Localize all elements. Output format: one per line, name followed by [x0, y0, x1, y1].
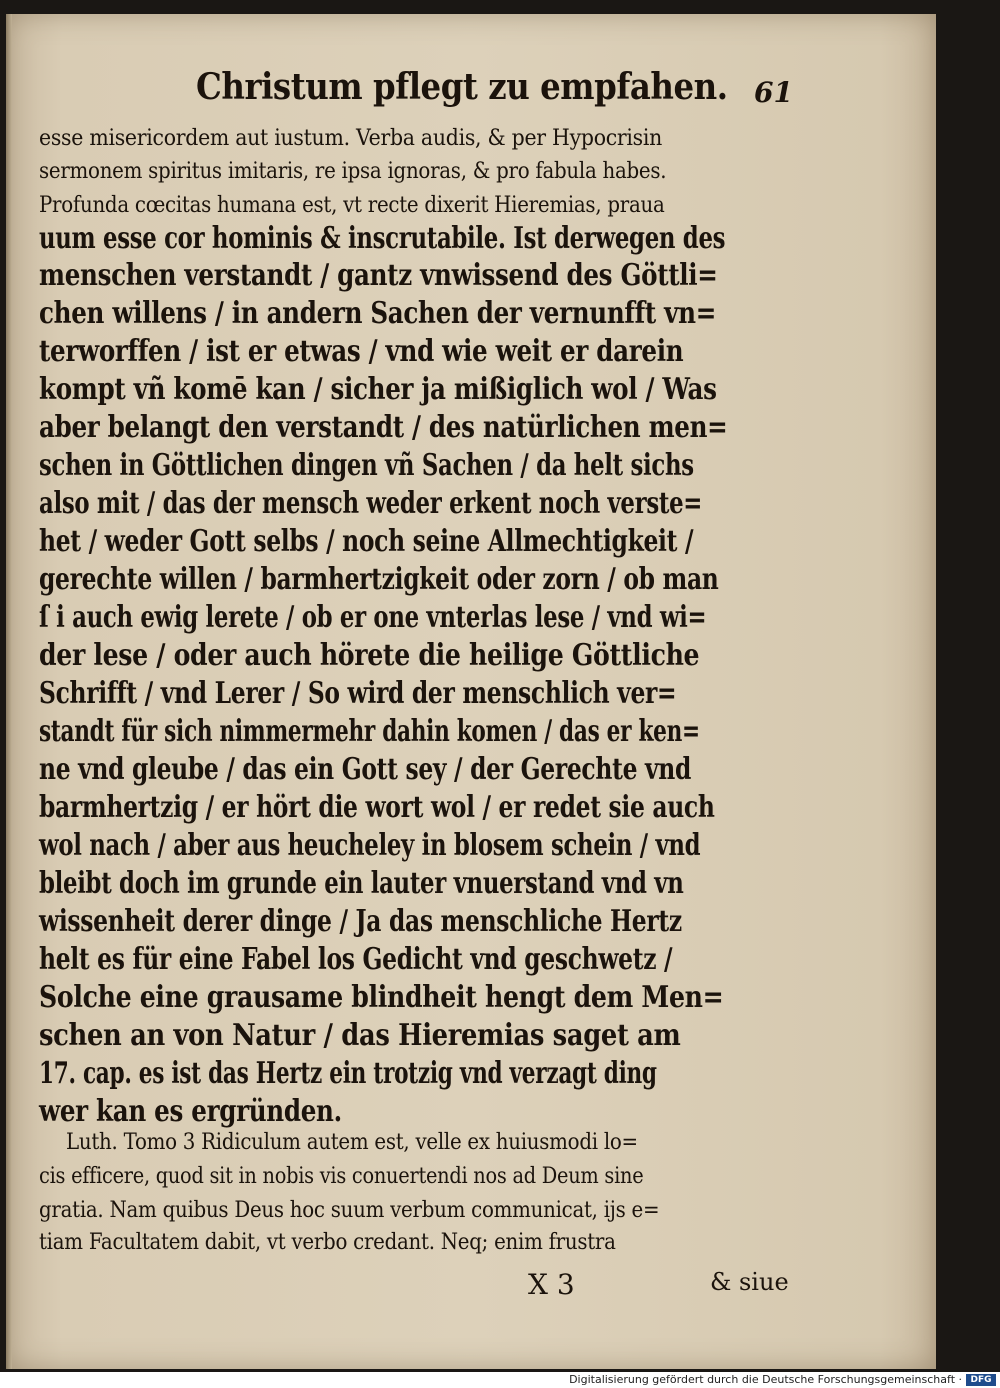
text-line: tiam Facultatem dabit, vt verbo credant. Neq; enim frustra — [39, 1230, 616, 1255]
running-head: Christum pflegt zu empfahen. — [196, 66, 728, 108]
text-line: chen willens / in andern Sachen der vernunfft vn= — [39, 296, 716, 331]
text-line: cis efficere, quod sit in nobis vis conuertendi nos ad Deum sine — [39, 1164, 644, 1189]
text-line: sermonem spiritus imitaris, re ipsa ignoras, & pro fabula habes. — [39, 159, 667, 184]
catchword: & siue — [710, 1268, 789, 1296]
text-line: wer kan es ergründen. — [39, 1094, 342, 1129]
text-line: gerechte willen / barmhertzigkeit oder zorn / ob man — [39, 562, 719, 597]
text-line: helt es für eine Fabel los Gedicht vnd geschwetz / — [39, 942, 673, 977]
dfg-logo-icon: DFG — [966, 1374, 996, 1386]
funding-credit: Digitalisierung gefördert durch die Deutsche Forschungsgemeinschaft · — [569, 1373, 962, 1386]
text-line: gratia. Nam quibus Deus hoc suum verbum communicat, ijs e= — [39, 1198, 660, 1223]
footer-bar — [0, 1372, 1000, 1388]
text-line: Schrifft / vnd Lerer / So wird der menschlich ver= — [39, 676, 677, 711]
signature-mark: X 3 — [528, 1268, 575, 1301]
page-number: 61 — [754, 76, 793, 109]
text-line: 17. cap. es ist das Hertz ein trotzig vnd verzagt ding — [39, 1056, 657, 1091]
text-line: ſ i auch ewig lerete / ob er one vnterlas lese / vnd wi= — [39, 600, 707, 635]
text-line: bleibt doch im grunde ein lauter vnuerstand vnd vn — [39, 866, 684, 901]
text-line: esse misericordem aut iustum. Verba audis, & per Hypocrisin — [39, 126, 663, 151]
text-line: der lese / oder auch hörete die heilige Göttliche — [39, 638, 700, 673]
text-line: terworffen / ist er etwas / vnd wie weit er darein — [39, 334, 684, 369]
text-line: schen in Göttlichen dingen vñ Sachen / da helt sichs — [39, 448, 694, 483]
text-line: ne vnd gleube / das ein Gott sey / der Gerechte vnd — [39, 752, 692, 787]
text-line: barmhertzig / er hört die wort wol / er redet sie auch — [39, 790, 715, 825]
text-line: wol nach / aber aus heucheley in blosem schein / vnd — [39, 828, 701, 863]
text-line: standt für sich nimmermehr dahin komen / das er ken= — [39, 714, 700, 749]
text-line: aber belangt den verstandt / des natürlichen men= — [39, 410, 728, 445]
text-line: also mit / das der mensch weder erkent noch verste= — [39, 486, 703, 521]
text-line: schen an von Natur / das Hieremias saget am — [39, 1018, 681, 1053]
text-line: kompt vñ komē kan / sicher ja mißiglich wol / Was — [39, 372, 717, 407]
text-line: wissenheit derer dinge / Ja das menschliche Hertz — [39, 904, 682, 939]
text-line: Solche eine grausame blindheit hengt dem Men= — [39, 980, 724, 1015]
text-line: menschen verstandt / gantz vnwissend des Göttli= — [39, 258, 718, 293]
text-line: Profunda cœcitas humana est, vt recte dixerit Hieremias, praua — [39, 193, 665, 218]
book-page — [6, 14, 936, 1369]
text-line: het / weder Gott selbs / noch seine Allmechtigkeit / — [39, 524, 694, 559]
text-line: uum esse cor hominis & inscrutabile. Ist derwegen des — [39, 221, 726, 256]
text-line: Luth. Tomo 3 Ridiculum autem est, velle ex huiusmodi lo= — [66, 1130, 638, 1155]
